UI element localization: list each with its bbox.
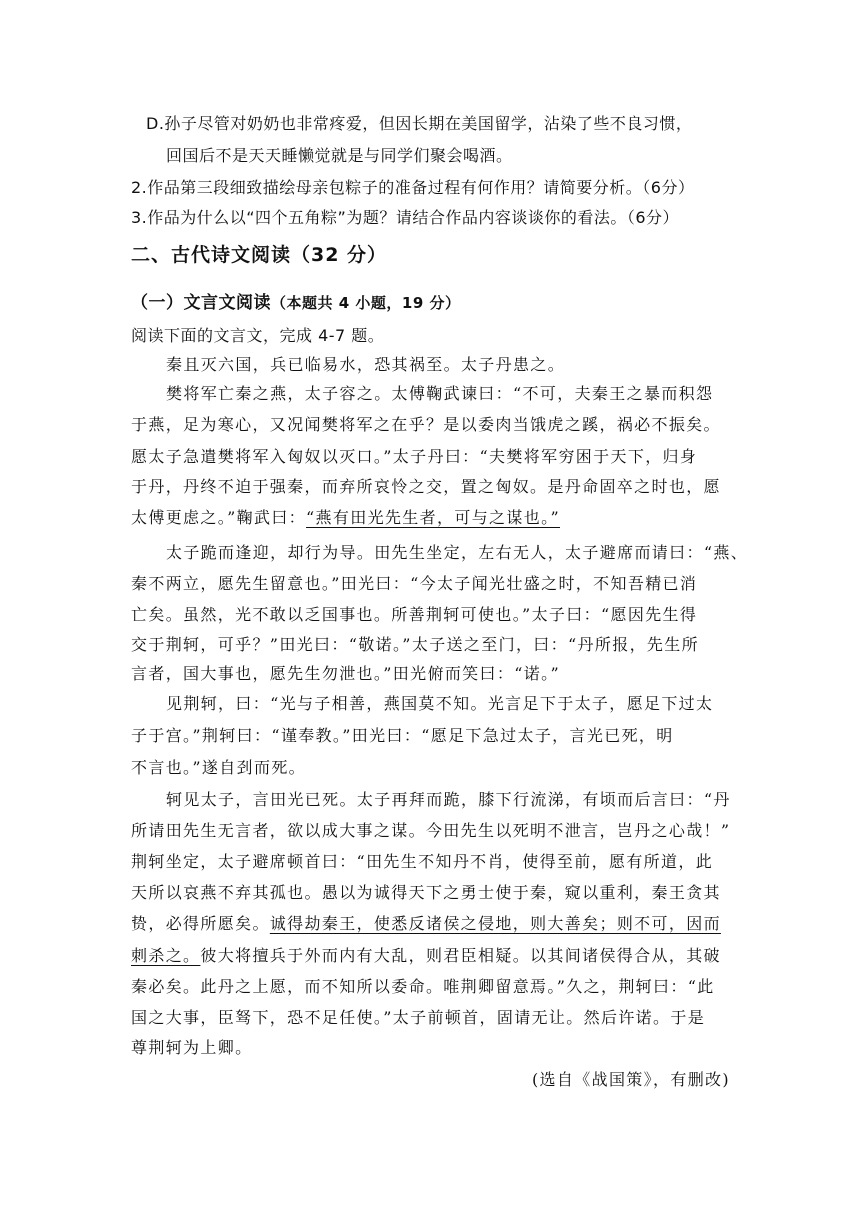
- passage-line: 天所以哀燕不弃其孤也。愚以为诚得天下之勇士使于秦，窥以重利，秦王贪其: [131, 883, 721, 902]
- passage-line: 太子跪而逢迎，却行为导。田先生坐定，左右无人，太子避席而请曰：“燕、: [166, 543, 749, 562]
- instruction: 阅读下面的文言文，完成 4-7 题。: [131, 326, 385, 345]
- option-d-line2: 回国后不是天天睡懒觉就是与同学们聚会喝酒。: [166, 146, 513, 165]
- passage-line: 樊将军亡秦之燕，太子容之。太傅鞠武谏曰：“不可，夫秦王之暴而积怨: [166, 384, 714, 403]
- underlined-sentence-2: 诚得劫秦王，使悉反诸侯之侵地，则大善矣；则不可，因而: [269, 914, 721, 933]
- passage-line: 秦必矣。此丹之上愿，而不知所以委命。唯荆卿留意焉。”久之，荆轲曰：“此: [131, 977, 715, 996]
- option-d-line1: D.孙子尽管对奶奶也非常疼爱，但因长期在美国留学，沾染了些不良习惯，: [146, 114, 693, 133]
- passage-line: 见荆轲，曰：“光与子相善，燕国莫不知。光言足下于太子，愿足下过太: [166, 694, 714, 713]
- passage-line: 亡矣。虽然，光不敢以乏国事也。所善荆轲可使也。”太子曰：“愿因先生得: [131, 605, 698, 624]
- passage-line: 于燕，足为寒心，又况闻樊将军之在乎？是以委肉当饿虎之蹊，祸必不振矣。: [131, 415, 721, 434]
- question-3: 3.作品为什么以“四个五角粽”为题？请结合作品内容谈谈你的看法。（6分）: [131, 208, 680, 227]
- passage-text: 贽，必得所愿矣。: [131, 914, 270, 933]
- passage-line: [131, 505, 560, 528]
- source-citation: (选自《战国策》，有删改): [531, 1070, 730, 1089]
- passage-line: [131, 911, 721, 934]
- section-title: 二、古代诗文阅读（32 分）: [131, 244, 388, 266]
- subsection-note: （本题共 4 小题，19 分）: [271, 294, 461, 312]
- passage-line: 轲见太子，言田光已死。太子再拜而跪，膝下行流涕，有顷而后言曰：“丹: [166, 790, 731, 809]
- passage-line: 子于宫。”荆轲曰：“谨奉教。”田光曰：“愿足下急过太子，言光已死，明: [131, 726, 674, 745]
- passage-line: 荆轲坐定，太子避席顿首曰：“田先生不知丹不肖，使得至前，愿有所道，此: [131, 852, 714, 871]
- passage-line: 言者，国大事也，愿先生勿泄也。”田光俯而笑曰：“诺。”: [131, 664, 560, 683]
- passage-line: 国之大事，臣驽下，恐不足任使。”太子前顿首，固请无让。然后许诺。于是: [131, 1008, 706, 1027]
- passage-paragraph-1: 秦且灭六国，兵已临易水，恐其祸至。太子丹患之。: [166, 355, 566, 374]
- passage-line: [131, 943, 721, 966]
- passage-line: 愿太子急遣樊将军入匈奴以灭口。”太子丹曰：“夫樊将军穷困于天下，归身: [131, 447, 698, 466]
- question-2: 2.作品第三段细致描绘母亲包粽子的准备过程有何作用？请简要分析。（6分）: [131, 178, 695, 197]
- passage-line: 交于荆轲，可乎？”田光曰：“敬诺。”太子送之至门，曰：“丹所报，先生所: [131, 635, 699, 654]
- subsection-heading: （一）文言文阅读: [131, 293, 271, 313]
- passage-line: 所请田先生无言者，欲以成大事之谋。今田先生以死明不泄言，岂丹之心哉！”: [131, 821, 731, 840]
- underlined-sentence-2-end: 刺杀之。: [131, 946, 201, 965]
- underlined-sentence-1: “燕有田光先生者，可与之谋也。”: [306, 508, 560, 527]
- passage-line: 尊荆轲为上卿。: [131, 1038, 253, 1057]
- passage-text: 彼大将擅兵于外而内有大乱，则君臣相疑。以其间诸侯得合从，其破: [200, 946, 721, 965]
- subsection-title: [131, 288, 460, 313]
- passage-text: 太傅更虑之。”鞠武曰：: [131, 508, 307, 527]
- passage-line: 不言也。”遂自刭而死。: [131, 758, 307, 777]
- passage-line: 于丹，丹终不迫于强秦，而弃所哀怜之交，置之匈奴。是丹命固卒之时也，愿: [131, 477, 721, 496]
- passage-line: 秦不两立，愿先生留意也。”田光曰：“今太子闻光壮盛之时，不知吾精已消: [131, 574, 698, 593]
